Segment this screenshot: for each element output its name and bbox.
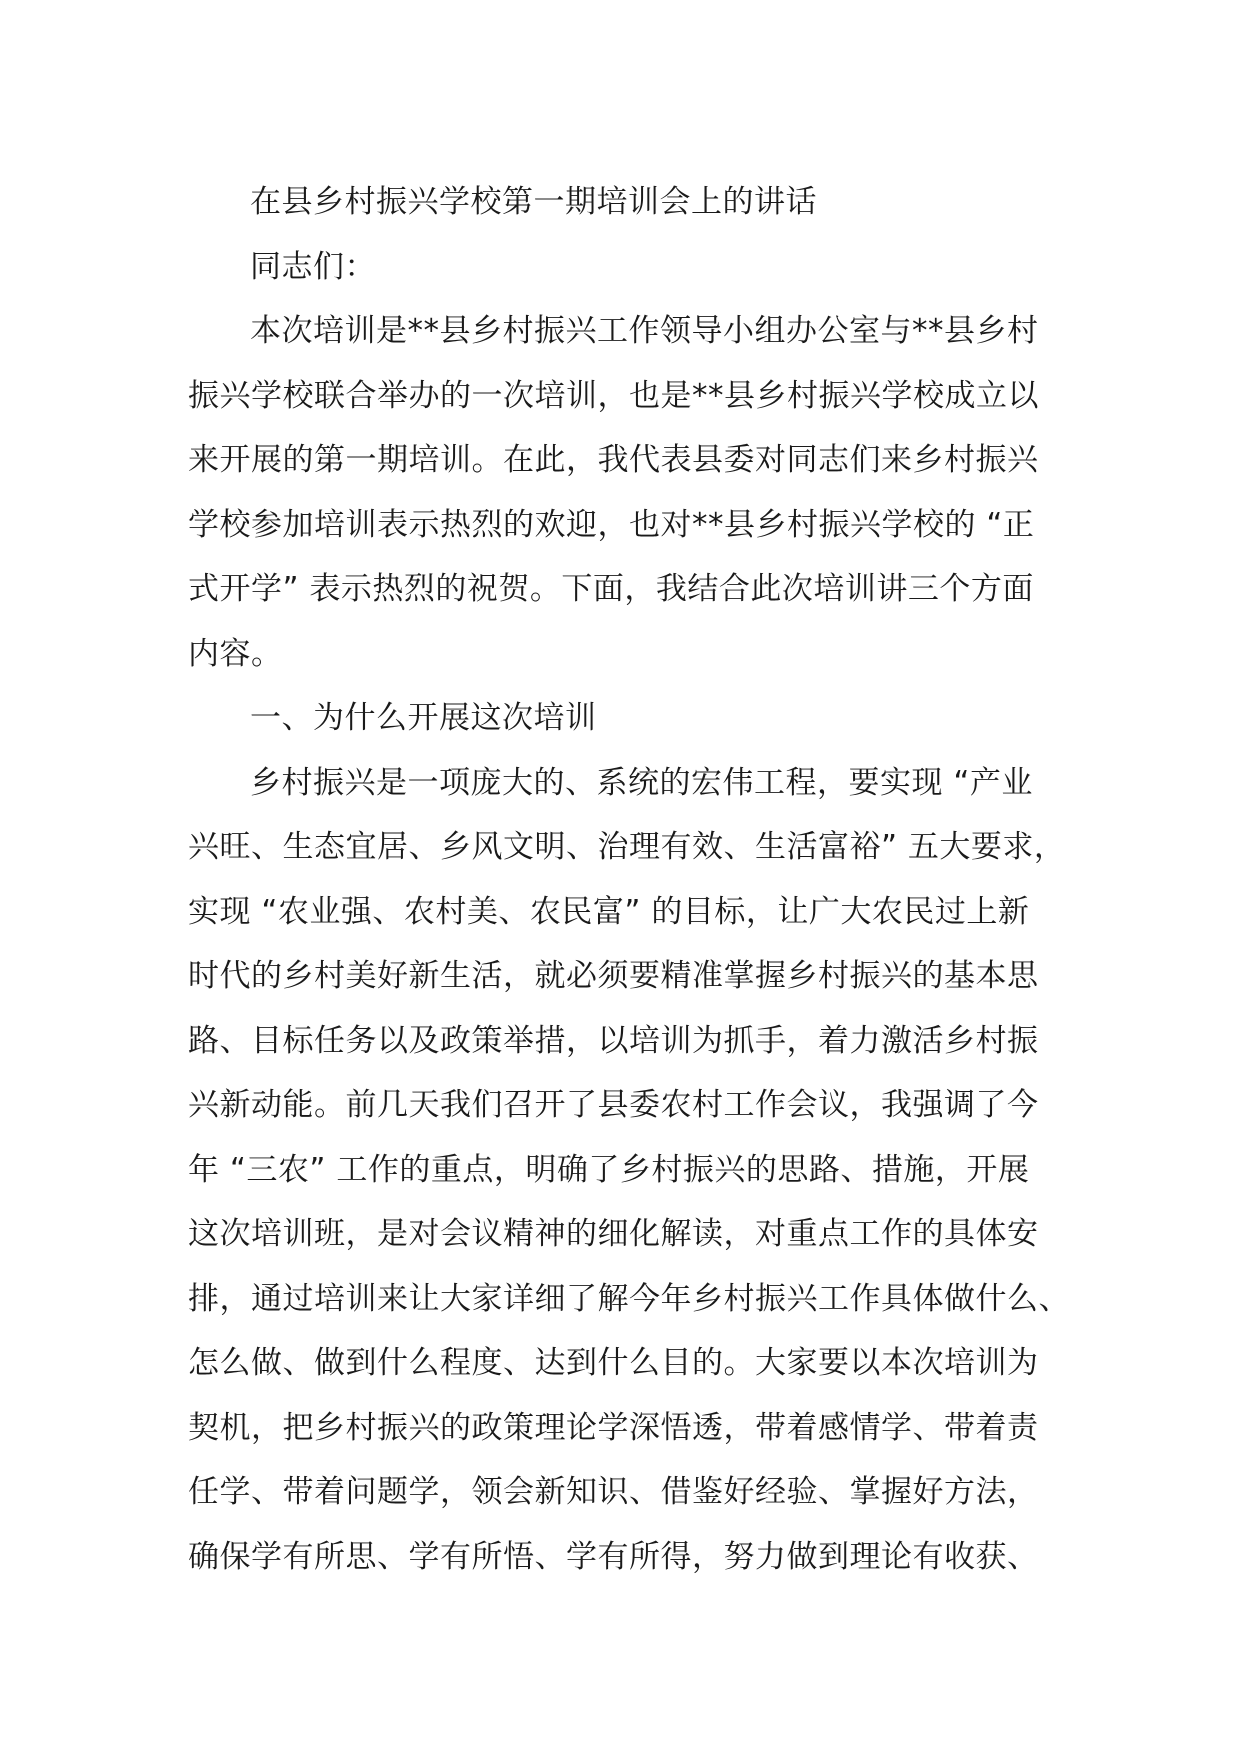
paragraph-line: 学校参加培训表示热烈的欢迎，也对**县乡村振兴学校的 “正 — [188, 506, 1035, 543]
paragraph-line: 来开展的第一期培训。在此，我代表县委对同志们来乡村振兴 — [188, 442, 1039, 478]
paragraph-line: 确保学有所思、学有所悟、学有所得，努力做到理论有收获、 — [188, 1538, 1039, 1575]
paragraph-line: 兴旺、生态宜居、乡风文明、治理有效、生活富裕” 五大要求， — [188, 829, 1066, 865]
paragraph-line: 式开学” 表示热烈的祝贺。下面，我结合此次培训讲三个方面 — [188, 571, 1034, 607]
paragraph-1 — [188, 299, 1068, 686]
paragraph-line: 这次培训班，是对会议精神的细化解读，对重点工作的具体安 — [188, 1216, 1039, 1252]
paragraph-line: 年 “三农” 工作的重点，明确了乡村振兴的思路、措施，开展 — [188, 1151, 1030, 1188]
paragraph-line: 契机，把乡村振兴的政策理论学深悟透，带着感情学、带着责 — [188, 1409, 1039, 1446]
document-page — [188, 170, 1068, 1589]
paragraph-line: 任学、带着问题学，领会新知识、借鉴好经验、掌握好方法， — [188, 1474, 1039, 1510]
paragraph-line: 乡村振兴是一项庞大的、系统的宏伟工程，要实现 “产业 — [250, 764, 1033, 801]
paragraph-line: 兴新动能。前几天我们召开了县委农村工作会议，我强调了今 — [188, 1087, 1039, 1123]
paragraph-line: 排，通过培训来让大家详细了解今年乡村振兴工作具体做什么、 — [188, 1280, 1070, 1317]
document-title: 在县乡村振兴学校第一期培训会上的讲话 — [250, 184, 817, 220]
paragraph-line: 怎么做、做到什么程度、达到什么目的。大家要以本次培训为 — [188, 1345, 1039, 1381]
salutation: 同志们： — [250, 248, 376, 285]
paragraph-line: 路、目标任务以及政策举措，以培训为抓手，着力激活乡村振 — [188, 1022, 1039, 1059]
paragraph-line: 振兴学校联合举办的一次培训，也是**县乡村振兴学校成立以 — [188, 377, 1039, 414]
paragraph-line: 内容。 — [188, 635, 283, 672]
paragraph-line: 实现 “农业强、农村美、农民富” 的目标，让广大农民过上新 — [188, 893, 1030, 930]
paragraph-line: 本次培训是**县乡村振兴工作领导小组办公室与**县乡村 — [250, 313, 1039, 349]
paragraph-2 — [188, 751, 1068, 1590]
paragraph-line: 时代的乡村美好新生活，就必须要精准掌握乡村振兴的基本思 — [188, 958, 1039, 994]
section-heading: 一、为什么开展这次培训 — [250, 700, 597, 736]
